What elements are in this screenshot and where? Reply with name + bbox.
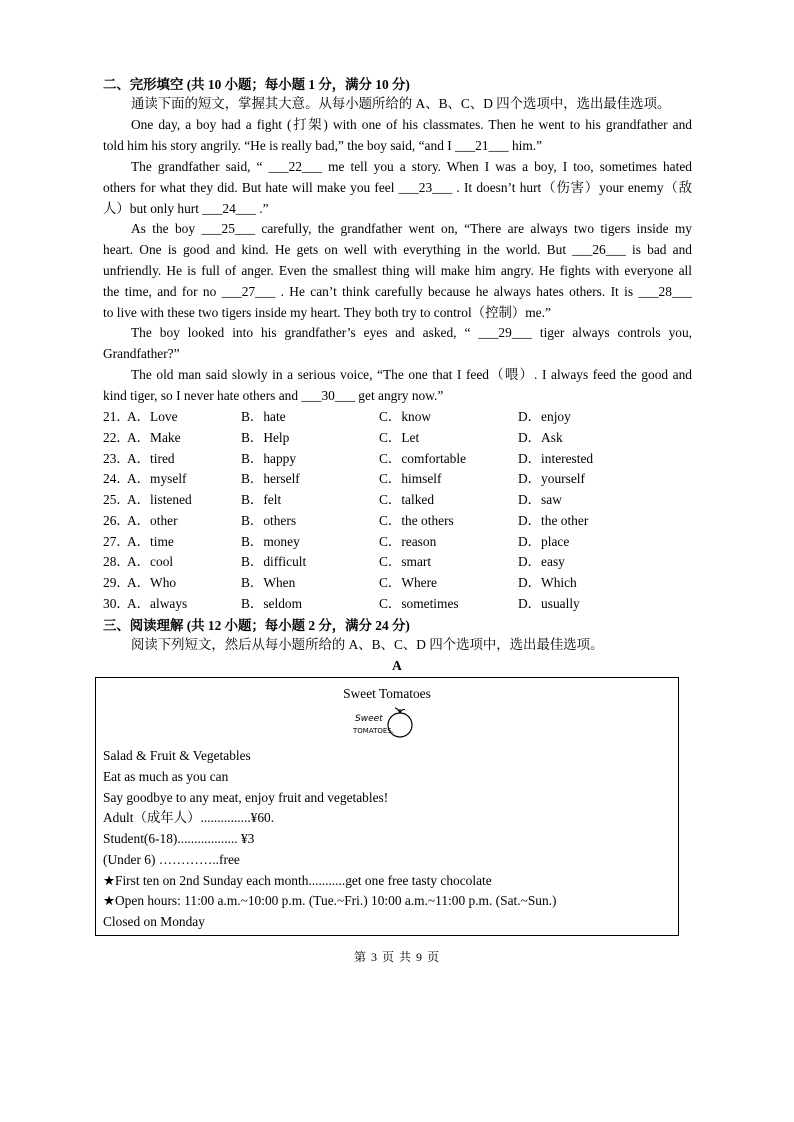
option-c: C．talked <box>379 492 435 507</box>
option-a: A．Who <box>127 575 177 590</box>
ad-line: Say goodbye to any meat, enjoy fruit and vegetables! <box>103 790 389 805</box>
question-options-row <box>103 469 703 490</box>
passage-line: The old man said slowly in a serious voice, “The one that I feed（喂）. I always feed the good and <box>131 367 692 382</box>
question-number: 23． <box>103 451 130 466</box>
option-d: D．usually <box>518 596 580 611</box>
option-a: A．always <box>127 596 188 611</box>
option-d: D．saw <box>518 492 562 507</box>
option-c: C．sometimes <box>379 596 459 611</box>
option-c: C．Let <box>379 430 420 445</box>
question-options-row <box>103 552 703 573</box>
option-c: C．reason <box>379 534 437 549</box>
question-number: 25． <box>103 492 130 507</box>
option-b: B．herself <box>241 471 300 486</box>
option-c: C．himself <box>379 471 442 486</box>
passage-line: One day, a boy had a fight (打架) with one of his classmates. Then he went to his grandfather and <box>131 117 692 132</box>
option-c: C．know <box>379 409 432 424</box>
passage-line: 人）but only hurt ___24___ .” <box>103 201 269 216</box>
question-options-row <box>103 428 703 449</box>
option-b: B．felt <box>241 492 282 507</box>
option-d: D．place <box>518 534 570 549</box>
question-number: 24． <box>103 471 130 486</box>
passage-line: The boy looked into his grandfather’s eyes and asked, “ ___29___ tiger always controls you, <box>131 325 692 340</box>
passage-line: to live with these two tigers inside my heart. They both try to control（控制）me.” <box>103 305 551 320</box>
option-c: C．Where <box>379 575 438 590</box>
passage-line: heart. One is good and kind. He gets on well with everything in the world. But ___26___ is bad and <box>103 242 692 257</box>
ad-line: Closed on Monday <box>103 914 205 929</box>
option-b: B．When <box>241 575 296 590</box>
section2-title: 二、完形填空 (共 10 小题；每小题 1 分，满分 10 分) <box>103 77 410 92</box>
ad-line: Salad & Fruit & Vegetables <box>103 748 251 763</box>
section3-title: 三、阅读理解 (共 12 小题；每小题 2 分，满分 24 分) <box>103 618 410 633</box>
ad-title: Sweet Tomatoes <box>343 686 431 701</box>
ad-line: Adult（成年人）...............¥60. <box>103 810 275 825</box>
option-d: D．enjoy <box>518 409 571 424</box>
option-b: B．hate <box>241 409 286 424</box>
question-number: 26． <box>103 513 130 528</box>
passage-line: told him his story angrily. “He is really bad,” the boy said, “and I ___21___ him.” <box>103 138 543 153</box>
option-c: C．the others <box>379 513 454 528</box>
ad-line: (Under 6) …………..free <box>103 852 240 867</box>
option-a: A．time <box>127 534 174 549</box>
part-label: A <box>392 658 402 673</box>
ad-line: Eat as much as you can <box>103 769 229 784</box>
section3-instruction: 阅读下列短文，然后从每小题所给的 A、B、C、D 四个选项中，选出最佳选项。 <box>131 637 604 652</box>
option-b: B．seldom <box>241 596 303 611</box>
option-d: D．the other <box>518 513 589 528</box>
option-b: B．Help <box>241 430 290 445</box>
option-d: D．yourself <box>518 471 585 486</box>
option-d: D．Which <box>518 575 577 590</box>
ad-line: ★First ten on 2nd Sunday each month...........get one free tasty chocolate <box>103 873 492 888</box>
option-a: A．cool <box>127 554 174 569</box>
option-d: D．easy <box>518 554 565 569</box>
question-number: 27． <box>103 534 130 549</box>
question-options-row <box>103 532 703 553</box>
option-a: A．listened <box>127 492 192 507</box>
question-options-row <box>103 594 703 615</box>
option-a: A．other <box>127 513 178 528</box>
option-a: A．Love <box>127 409 178 424</box>
question-number: 21． <box>103 409 130 424</box>
logo-text-tomatoes: TOMATOES. <box>353 727 394 735</box>
passage-line: The grandfather said, “ ___22___ me tell you a story. When I was a boy, I too, sometimes hated <box>131 159 692 174</box>
passage-line: kind tiger, so I never hate others and ___30___ get angry now.” <box>103 388 444 403</box>
option-b: B．difficult <box>241 554 307 569</box>
question-options-row <box>103 490 703 511</box>
option-a: A．tired <box>127 451 175 466</box>
option-a: A．myself <box>127 471 187 486</box>
option-a: A．Make <box>127 430 181 445</box>
option-b: B．others <box>241 513 297 528</box>
option-d: D．Ask <box>518 430 563 445</box>
passage-line: unfriendly. He is full of anger. Even the smallest thing will make him angry. He fights with everyone all <box>103 263 692 278</box>
logo-text-sweet: Sweet <box>355 714 383 724</box>
option-c: C．smart <box>379 554 432 569</box>
option-d: D．interested <box>518 451 594 466</box>
option-b: B．money <box>241 534 300 549</box>
page-footer: 第 3 页 共 9 页 <box>353 950 440 964</box>
question-number: 28． <box>103 554 130 569</box>
question-options-row <box>103 449 703 470</box>
option-c: C．comfortable <box>379 451 467 466</box>
question-number: 30． <box>103 596 130 611</box>
section2-instruction: 通读下面的短文，掌握其大意。从每小题所给的 A、B、C、D 四个选项中，选出最佳选项。 <box>131 96 671 111</box>
passage-line: As the boy ___25___ carefully, the grandfather went on, “There are always two tigers inside my <box>131 221 692 236</box>
question-options-row <box>103 407 703 428</box>
sweet-tomatoes-logo <box>352 706 422 740</box>
ad-line: ★Open hours: 11:00 a.m.~10:00 p.m. (Tue.~Fri.) 10:00 a.m.~11:00 p.m. (Sat.~Sun.) <box>103 893 557 908</box>
passage-line: Grandfather?” <box>103 346 180 361</box>
passage-line: others for what they did. But hate will make you feel ___23___ . It doesn’t hurt（伤害）your enemy（敌 <box>103 180 692 195</box>
advertisement-box <box>95 677 679 936</box>
passage-line: the time, and for no ___27___ . He can’t think carefully because he always hates others. It is ___28___ <box>103 284 692 299</box>
question-number: 22． <box>103 430 130 445</box>
question-number: 29． <box>103 575 130 590</box>
ad-line: Student(6-18).................. ¥3 <box>103 831 255 846</box>
question-options-row <box>103 511 703 532</box>
option-b: B．happy <box>241 451 297 466</box>
question-options-row <box>103 573 703 594</box>
